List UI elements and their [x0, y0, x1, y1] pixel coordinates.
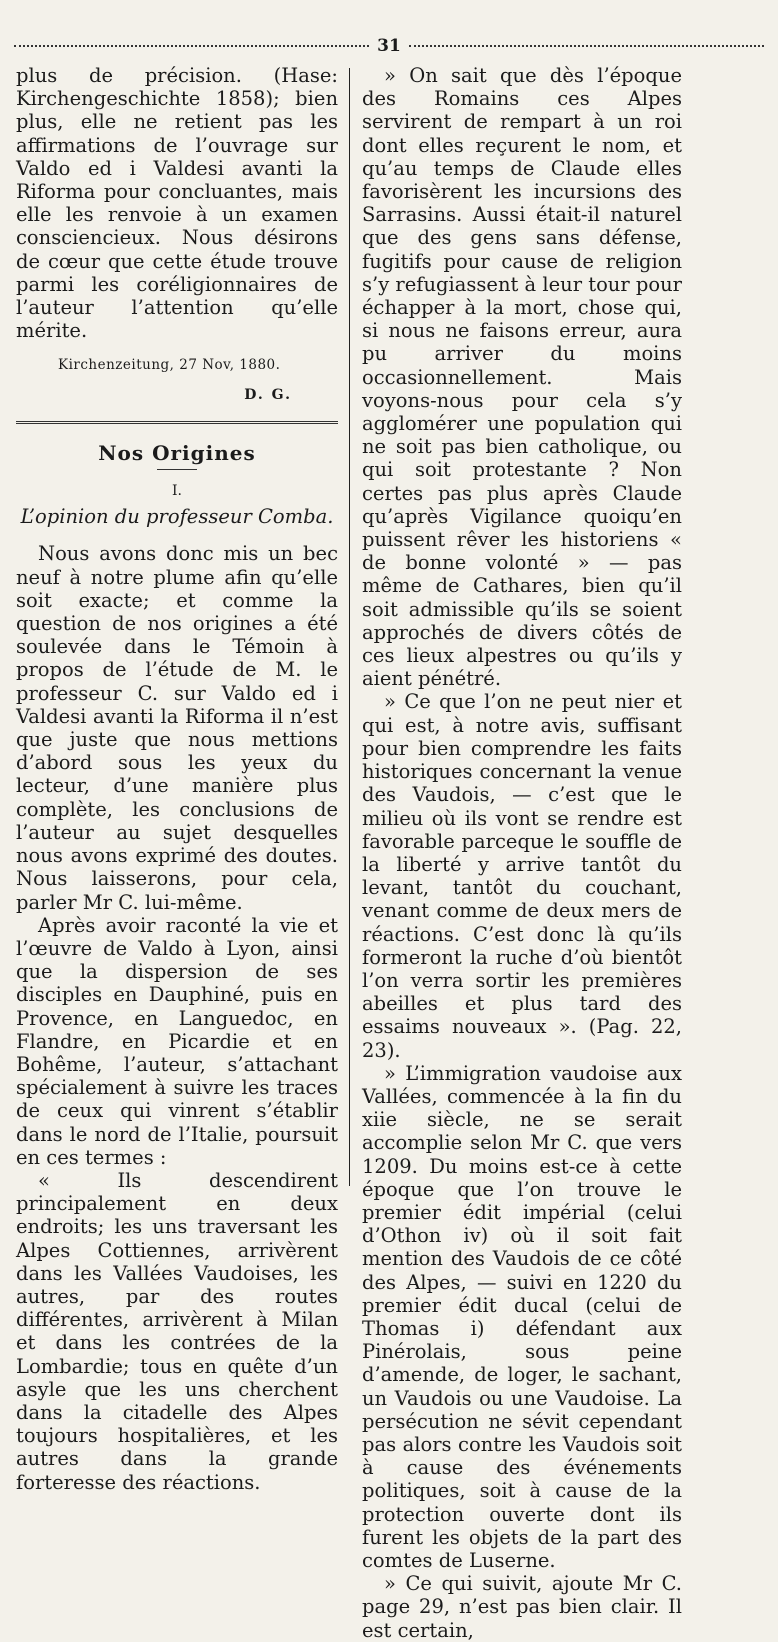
page-number: 31: [377, 36, 401, 56]
header-rule-left: [14, 45, 369, 47]
header-rule-right: [409, 45, 764, 47]
title-rule: [157, 469, 197, 470]
source-citation: Kirchenzeitung, 27 Nov, 1880.: [58, 357, 281, 374]
quote-paragraph: » Ce qui suivit, ajoute Mr C. page 29, n’est pas bien clair. Il est certain,: [362, 1572, 682, 1642]
quote-paragraph: » On sait que dès l’époque des Romains ces Alpes servirent de rempart à un roi dont elles reçurent le nom, et qu’au temps de Claude elles favorisèrent les incursions des Sarrasins. Aussi était-il naturel que des gens sans défense, fugitifs pour cause de religion s’y refugiassent à leur tour pour échapper à la mort, chose qui, si nous ne faisons erreur, aura pu arriver du moins occasionnellement. Mais voyons-nous pour cela s’y agglomérer une population qui ne soit pas bien catholique, ou qui soit protestante ? Non certes pas plus après Claude qu’après Vigilance quoiqu’en puissent rêver les historiens « de bonne volonté » — pas même de Cathares, bien qu’il soit admissible qu’ils se soient approchés de divers côtés de ces lieux alpestres ou qu’ils y aient pénétré.: [362, 64, 682, 691]
page-header: [14, 36, 764, 56]
right-column: [362, 64, 682, 1642]
chapter-subtitle: L’opinion du professeur Comba.: [20, 505, 334, 529]
body-paragraph: Après avoir raconté la vie et l’œuvre de Valdo à Lyon, ainsi que la dispersion de ses disciples en Dauphiné, puis en Provence, en Languedoc, en Flandre, en Picardie et en Bohême, l’auteur, s’attachant spécialement à suivre les traces de ceux qui vinrent s’établir dans le nord de l’Italie, poursuit en ces termes :: [16, 913, 338, 1169]
quote-paragraph: » L’immigration vaudoise aux Vallées, commencée à la fin du xiie siècle, ne se serait accomplie selon Mr C. que vers 1209. Du moins est-ce à cette époque que l’on trouve le premier édit impérial (celui d’Othon iv) où il soit fait mention des Vaudois de ce côté des Alpes, — suivi en 1220 du premier édit ducal (celui de Thomas i) défendant aux Pinérolais, sous peine d’amende, de loger, le sachant, un Vaudois ou une Vaudoise. La persécution ne sévit cependant pas alors contre les Vaudois soit à cause des événements politiques, soit à cause de la protection ouverte dont ils furent les objets de la part des comtes de Luserne.: [362, 1061, 682, 1572]
quote-paragraph: « Ils descendirent principalement en deux endroits; les uns traversant les Alpes Cottiennes, arrivèrent dans les Vallées Vaudoises, les autres, par des routes différentes, arrivèrent à Milan et dans les contrées de la Lombardie; tous en quête d’un asyle que les uns cherchent dans la citadelle des Alpes toujours hospitalières, et les autres dans la grande forteresse des réactions.: [16, 1168, 338, 1494]
chapter-number: I.: [172, 483, 182, 500]
quote-paragraph: » Ce que l’on ne peut nier et qui est, à notre avis, suffisant pour bien comprendre les faits historiques concernant la venue des Vaudois, — c’est que le milieu où ils vont se rendre est favorable parceque le souffle de la liberté y arrive tantôt du levant, tantôt du couchant, venant comme de deux mers de réactions. C’est donc là qu’ils formeront la ruche d’où bientôt l’on verra sortir les premières abeilles et plus tard des essaims nouveaux ». (Pag. 22, 23).: [362, 690, 682, 1062]
author-initials: D. G.: [244, 386, 292, 403]
left-column: [16, 64, 338, 1494]
intro-paragraph: plus de précision. (Hase: Kirchengeschichte 1858); bien plus, elle ne retient pas les affirmations de l’ouvrage sur Valdo ed i Valdesi avanti la Riforma pour concluantes, mais elle les renvoie à un examen consciencieux. Nous désirons de cœur que cette étude trouve parmi les coréligionnaires de l’auteur l’attention qu’elle mérite.: [16, 64, 338, 343]
section-title: Nos Origines: [98, 440, 256, 465]
section-separator: [16, 421, 338, 424]
body-paragraph: Nous avons donc mis un bec neuf à notre plume afin qu’elle soit exacte; et comme la question de nos origines a été soulevée dans le Témoin à propos de l’étude de M. le professeur C. sur Valdo ed i Valdesi avanti la Riforma il n’est que juste que nous mettions d’abord sous les yeux du lecteur, d’une manière plus complète, les conclusions de l’auteur au sujet desquelles nous avons exprimé des doutes. Nous laisserons, pour cela, parler Mr C. lui-même.: [16, 542, 338, 914]
column-divider: [349, 68, 350, 1186]
